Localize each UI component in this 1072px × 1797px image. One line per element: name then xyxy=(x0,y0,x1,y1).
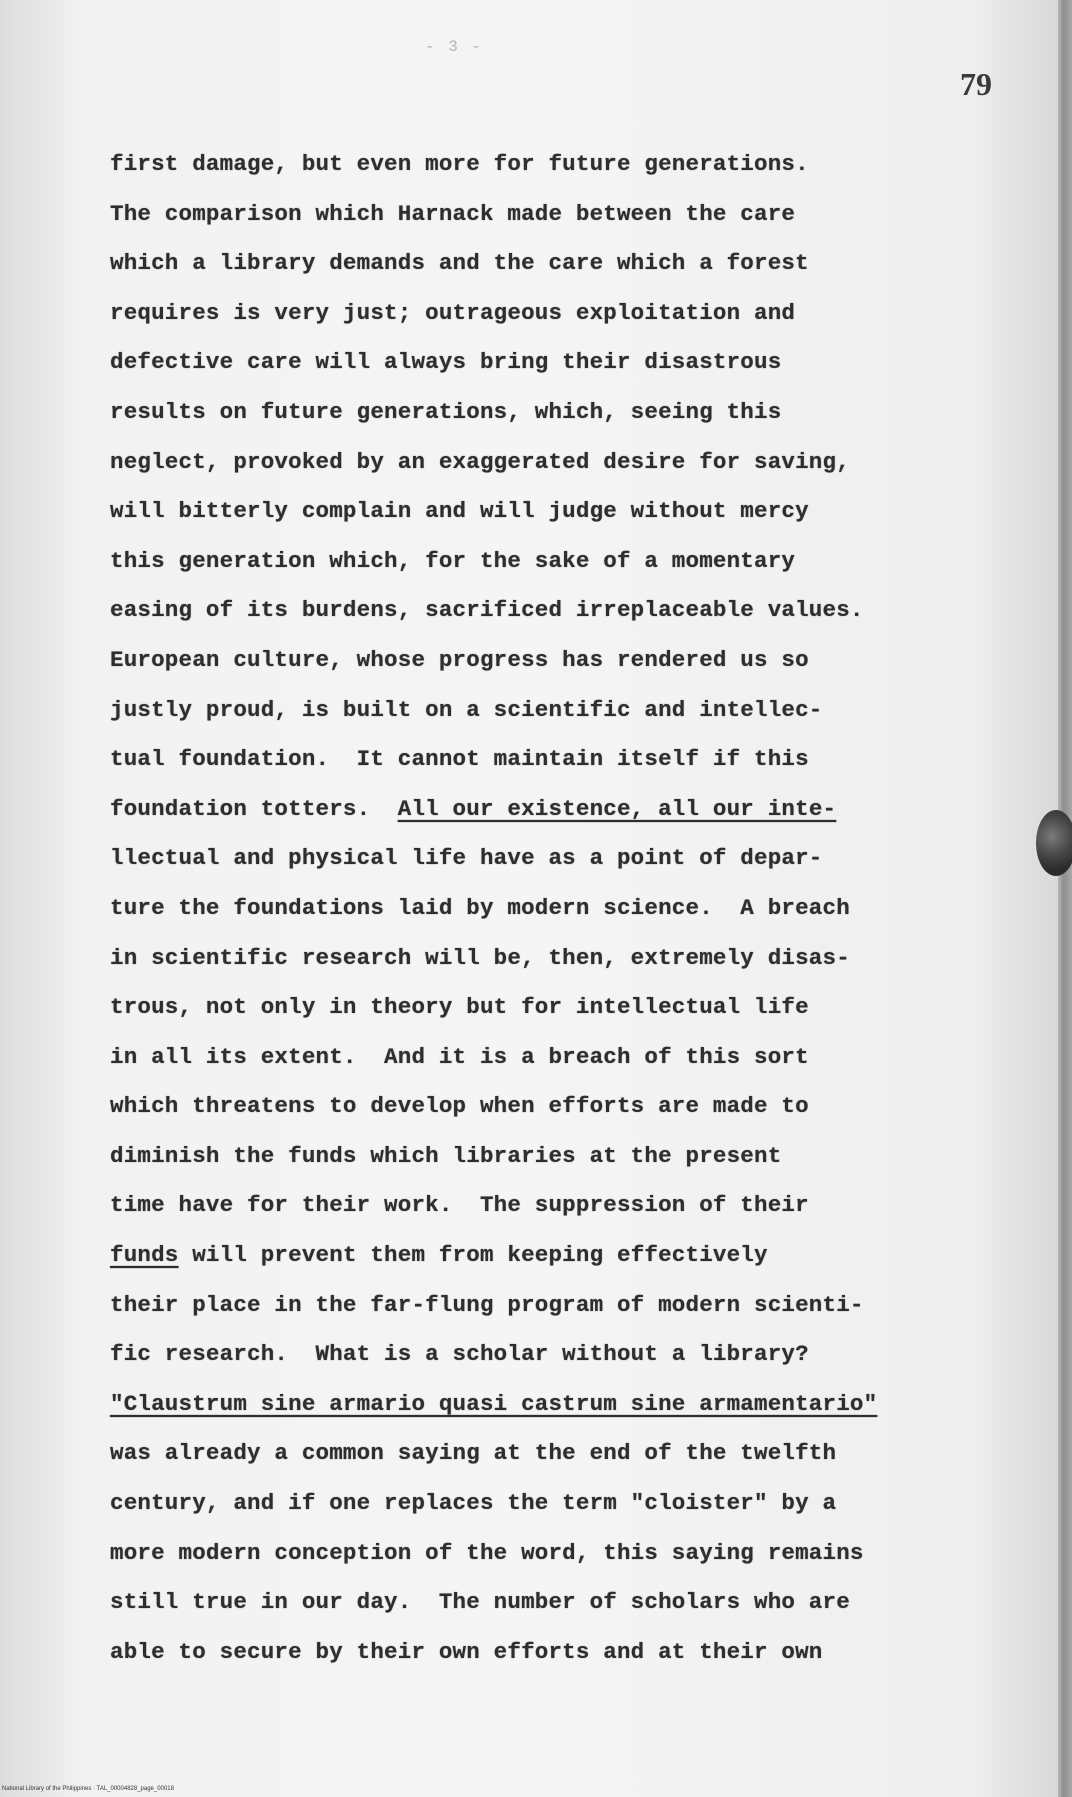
binder-pin-icon xyxy=(1036,810,1072,876)
text-line: time have for their work. The suppression of their xyxy=(110,1192,809,1219)
text-segment: will prevent them from keeping effectively xyxy=(178,1242,768,1269)
text-line: this generation which, for the sake of a momentary xyxy=(110,547,796,574)
page-number: 79 xyxy=(960,66,992,102)
text-line: century, and if one replaces the term "cloister" by a xyxy=(110,1490,837,1517)
text-line: diminish the funds which libraries at the present xyxy=(110,1142,782,1169)
text-line: able to secure by their own efforts and at their own xyxy=(110,1638,823,1665)
text-line: llectual and physical life have as a point of depar- xyxy=(110,845,823,872)
text-line: trous, not only in theory but for intellectual life xyxy=(110,994,809,1021)
page-edge-shadow xyxy=(1058,0,1072,1797)
text-line: in scientific research will be, then, extremely disas- xyxy=(110,944,850,971)
text-line: requires is very just; outrageous exploitation and xyxy=(110,299,796,326)
text-line: still true in our day. The number of scholars who are xyxy=(110,1589,850,1616)
text-line: fic research. What is a scholar without a library? xyxy=(110,1341,809,1368)
text-line-with-underline xyxy=(110,785,1010,835)
header-mark: - 3 - xyxy=(425,38,484,56)
latin-quote: "Claustrum sine armario quasi castrum sine armamentario" xyxy=(110,1390,878,1417)
text-line: was already a common saying at the end of the twelfth xyxy=(110,1440,837,1467)
underlined-text: All our existence, all our inte- xyxy=(397,795,837,822)
body-text xyxy=(110,140,1010,1677)
underlined-text: funds xyxy=(110,1242,179,1269)
text-segment: foundation totters. xyxy=(110,795,398,822)
text-line: will bitterly complain and will judge without mercy xyxy=(110,498,809,525)
text-line-with-underline xyxy=(110,1231,1010,1281)
text-line: easing of its burdens, sacrificed irreplaceable values. xyxy=(110,597,864,624)
text-line: defective care will always bring their disastrous xyxy=(110,349,782,376)
text-line: in all its extent. And it is a breach of this sort xyxy=(110,1043,809,1070)
text-line: justly proud, is built on a scientific and intellec- xyxy=(110,696,823,723)
text-line: their place in the far-flung program of modern scienti- xyxy=(110,1291,864,1318)
text-line: which a library demands and the care which a forest xyxy=(110,250,809,277)
text-line: more modern conception of the word, this saying remains xyxy=(110,1539,864,1566)
text-line: which threatens to develop when efforts are made to xyxy=(110,1093,809,1120)
text-line: tual foundation. It cannot maintain itself if this xyxy=(110,746,809,773)
text-line: The comparison which Harnack made between the care xyxy=(110,200,796,227)
text-line: results on future generations, which, seeing this xyxy=(110,398,782,425)
text-line: European culture, whose progress has rendered us so xyxy=(110,646,809,673)
footer-caption: National Library of the Philippines · TAL_00004828_page_00018 xyxy=(2,1786,174,1792)
text-line: neglect, provoked by an exaggerated desire for saving, xyxy=(110,448,850,475)
text-line: ture the foundations laid by modern science. A breach xyxy=(110,894,850,921)
text-line: first damage, but even more for future generations. xyxy=(110,151,809,177)
